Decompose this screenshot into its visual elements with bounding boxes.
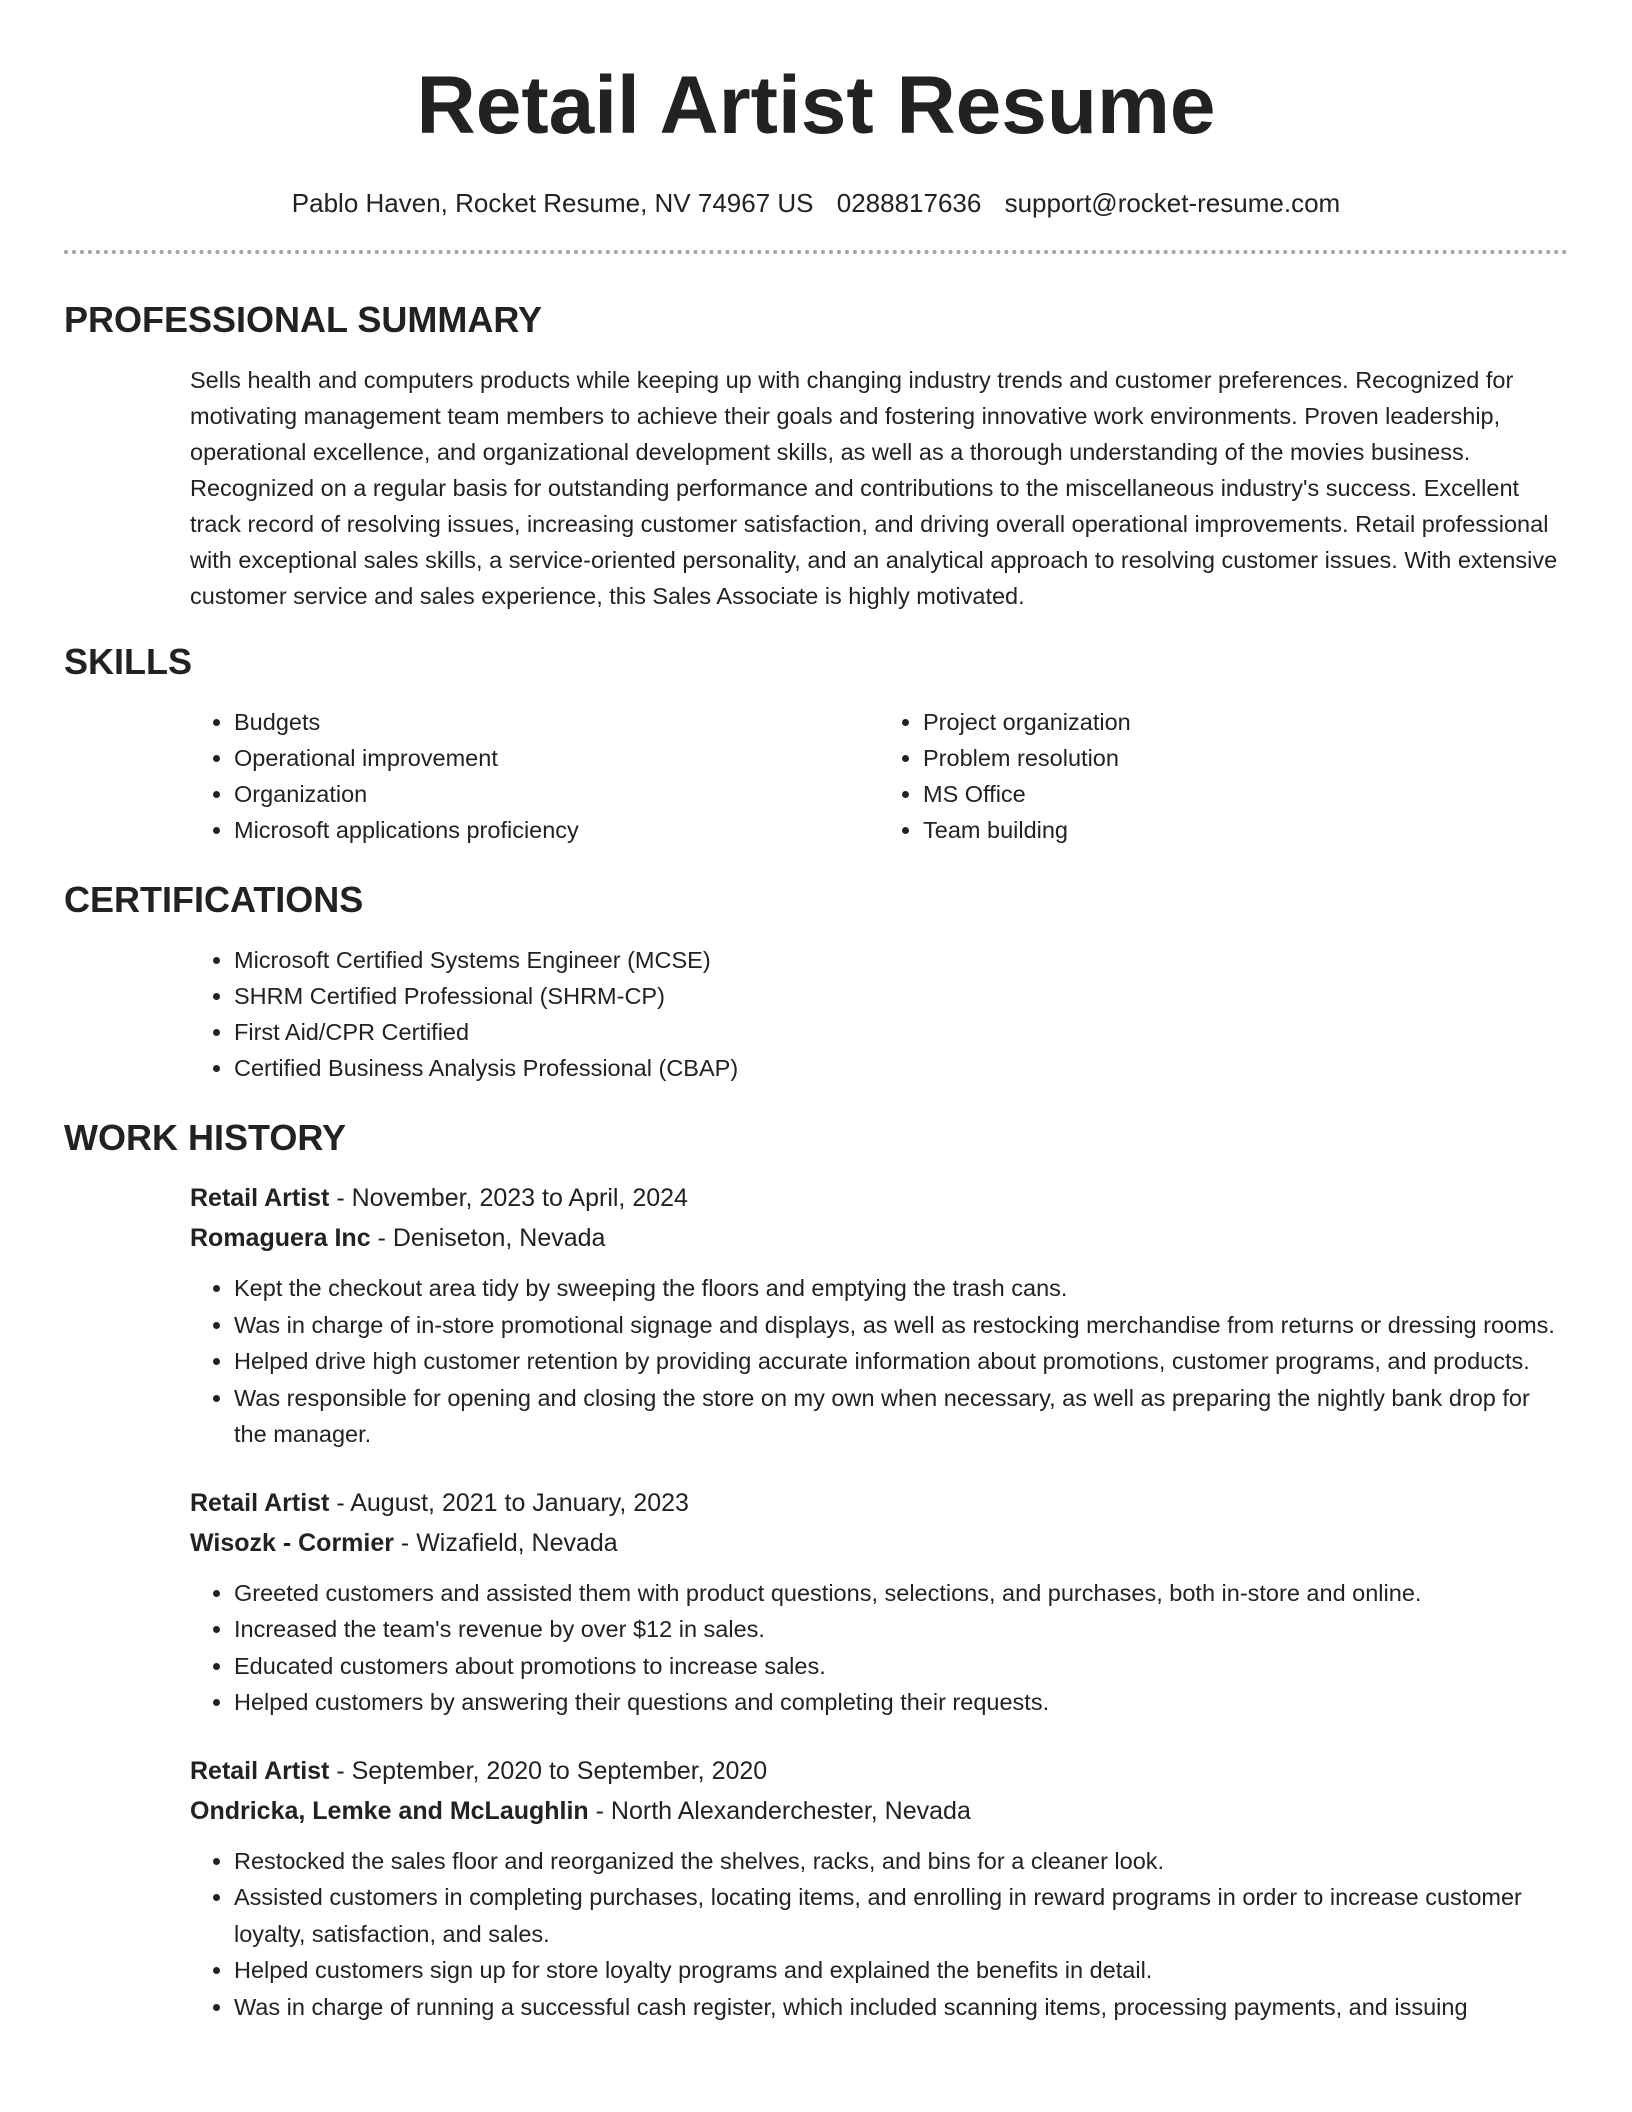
job-entry (190, 1178, 1568, 1453)
contact-line (64, 186, 1568, 220)
work-history-section (64, 1116, 1568, 2025)
job-company: Romaguera Inc (190, 1224, 371, 1252)
skill-item: • Budgets (234, 704, 879, 740)
job-bullet: • Was responsible for opening and closing the store on my own when necessary, as well as preparing the nightly bank drop for the manager. (234, 1380, 1568, 1453)
job-title: Retail Artist (190, 1184, 330, 1212)
job-bullet: • Was in charge of in-store promotional signage and displays, as well as restocking merchandise from returns or dressing rooms. (234, 1307, 1568, 1344)
skills-heading: SKILLS (64, 641, 193, 682)
skill-item: • Operational improvement (234, 740, 879, 776)
certifications-list (190, 942, 1568, 1086)
skill-item: • MS Office (923, 776, 1568, 812)
certification-item: • Microsoft Certified Systems Engineer (MCSE) (234, 942, 1568, 978)
job-bullet: • Helped customers by answering their questions and completing their requests. (234, 1684, 1568, 1721)
skills-list-right (879, 704, 1568, 848)
skill-item: • Project organization (923, 704, 1568, 740)
job-location: - North Alexanderchester, Nevada (588, 1796, 971, 1825)
job-bullet: • Was in charge of running a successful cash register, which included scanning items, processing payments, and issuing (234, 1989, 1568, 2026)
job-company: Wisozk - Cormier (190, 1528, 394, 1557)
certifications-section (64, 878, 1568, 1086)
job-location: - Wizafield, Nevada (393, 1528, 618, 1557)
summary-heading: PROFESSIONAL SUMMARY (64, 299, 543, 340)
certifications-heading: CERTIFICATIONS (64, 879, 364, 920)
job-bullet: • Helped drive high customer retention by providing accurate information about promotions, customer programs, and products. (234, 1343, 1568, 1380)
job-company-line (190, 1791, 1568, 1831)
job-bullet: • Educated customers about promotions to increase sales. (234, 1648, 1568, 1685)
work-history-heading: WORK HISTORY (64, 1117, 347, 1158)
job-title-line (190, 1751, 1568, 1791)
job-title-line (190, 1178, 1568, 1218)
job-entry (190, 1751, 1568, 2026)
certification-item: • Certified Business Analysis Professional (CBAP) (234, 1050, 1568, 1086)
contact-email: support@rocket-resume.com (1004, 188, 1341, 218)
job-bullet: • Greeted customers and assisted them with product questions, selections, and purchases, both in-store and online. (234, 1575, 1568, 1612)
skills-grid (190, 704, 1568, 848)
summary-text: Sells health and computers products while keeping up with changing industry trends and customer preferences. Recognized for motivating management team members to achieve their goals and fostering innovative work environments. Proven leadership, operational excellence, and organizational development skills, as well as a thorough understanding of the movies business. Recognized on a regular basis for outstanding performance and contributions to the miscellaneous industry's success. Excellent track record of resolving issues, increasing customer satisfaction, and driving overall operational improvements. Retail professional with exceptional sales skills, a service-oriented personality, and an analytical approach to resolving customer issues. With extensive customer service and sales experience, this Sales Associate is highly motivated. (190, 367, 1558, 609)
skills-section (64, 640, 1568, 848)
job-dates: - August, 2021 to January, 2023 (329, 1488, 689, 1517)
job-bullet: • Restocked the sales floor and reorganized the shelves, racks, and bins for a cleaner look. (234, 1843, 1568, 1880)
skill-item: • Organization (234, 776, 879, 812)
job-bullet: • Kept the checkout area tidy by sweeping the floors and emptying the trash cans. (234, 1270, 1568, 1307)
certification-item: • SHRM Certified Professional (SHRM-CP) (234, 978, 1568, 1014)
skill-item: • Problem resolution (923, 740, 1568, 776)
job-location: - Deniseton, Nevada (370, 1224, 606, 1252)
job-title-line (190, 1483, 1568, 1523)
resume-title: Retail Artist Resume (416, 60, 1216, 151)
job-bullets (190, 1575, 1568, 1721)
job-title: Retail Artist (190, 1756, 330, 1785)
job-title: Retail Artist (190, 1488, 330, 1517)
skill-item: • Microsoft applications proficiency (234, 812, 879, 848)
skills-list-left (190, 704, 879, 848)
job-bullets (190, 1843, 1568, 2026)
skill-item: • Team building (923, 812, 1568, 848)
job-dates: - September, 2020 to September, 2020 (329, 1756, 768, 1785)
resume-page (64, 0, 1568, 2025)
contact-phone: 0288817636 (836, 188, 982, 218)
contact-address: Pablo Haven, Rocket Resume, NV 74967 US (291, 188, 814, 218)
job-bullet: • Helped customers sign up for store loyalty programs and explained the benefits in detail. (234, 1952, 1568, 1989)
job-bullets (190, 1270, 1568, 1453)
job-dates: - November, 2023 to April, 2024 (329, 1184, 688, 1212)
job-company: Ondricka, Lemke and McLaughlin (190, 1796, 589, 1825)
job-company-line (190, 1218, 1568, 1258)
job-bullet: • Increased the team's revenue by over $12 in sales. (234, 1611, 1568, 1648)
certification-item: • First Aid/CPR Certified (234, 1014, 1568, 1050)
job-company-line (190, 1523, 1568, 1563)
job-entry (190, 1483, 1568, 1721)
summary-section (64, 298, 1568, 614)
job-bullet: • Assisted customers in completing purchases, locating items, and enrolling in reward programs in order to increase customer loyalty, satisfaction, and sales. (234, 1879, 1568, 1952)
header-divider (64, 250, 1568, 254)
